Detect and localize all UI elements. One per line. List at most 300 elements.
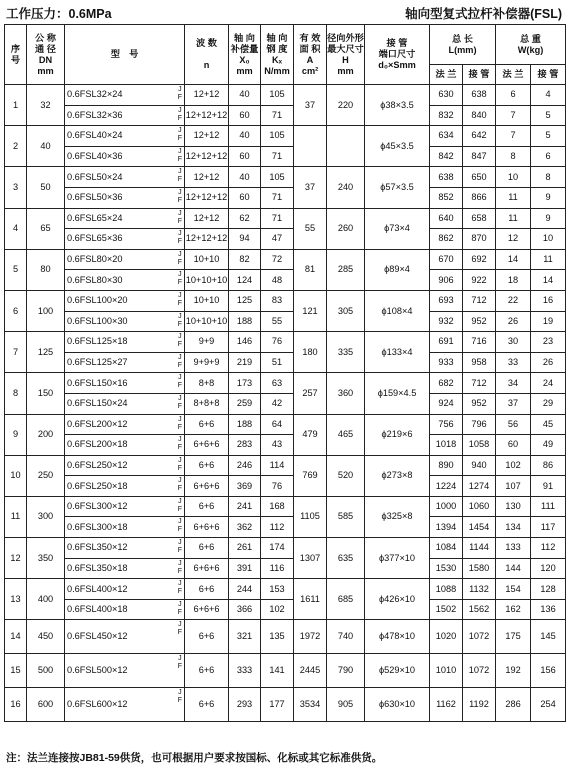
- displacement-cell: 246: [229, 455, 261, 476]
- table-row: [5, 352, 566, 373]
- length-flange-cell: 1162: [430, 688, 463, 722]
- model-text: 0.6FSL32×36: [67, 109, 123, 120]
- flange-mark: F: [177, 697, 182, 705]
- col-waves: 波 数 n: [185, 25, 229, 85]
- waves-cell: 12+12: [185, 85, 229, 106]
- weight-weld-cell: 5: [531, 105, 566, 126]
- stiffness-cell: 76: [261, 476, 294, 497]
- model-cell: [65, 620, 185, 654]
- waves-cell: 6+6: [185, 620, 229, 654]
- weight-weld-cell: 136: [531, 599, 566, 620]
- connection-type-mark: [178, 416, 182, 432]
- model-text: 0.6FSL125×18: [67, 336, 128, 347]
- model-cell: [65, 579, 185, 600]
- length-flange-cell: 890: [430, 455, 463, 476]
- col-radial-size: 径向外形 最大尺寸 H mm: [327, 25, 365, 85]
- weld-mark: J: [178, 106, 182, 114]
- seq-cell: 15: [5, 654, 27, 688]
- weld-mark: J: [178, 127, 182, 135]
- length-flange-cell: 691: [430, 332, 463, 353]
- radial-size-cell: 635: [327, 538, 365, 579]
- weight-weld-cell: 4: [531, 85, 566, 106]
- length-weld-cell: 712: [463, 373, 496, 394]
- pipe-end-cell: ϕ108×4: [365, 290, 430, 331]
- displacement-cell: 94: [229, 229, 261, 250]
- waves-cell: 9+9: [185, 332, 229, 353]
- length-weld-cell: 952: [463, 311, 496, 332]
- displacement-cell: 62: [229, 208, 261, 229]
- waves-cell: 6+6+6: [185, 517, 229, 538]
- weight-weld-cell: 45: [531, 414, 566, 435]
- waves-cell: 6+6: [185, 414, 229, 435]
- weight-weld-cell: 16: [531, 290, 566, 311]
- flange-mark: F: [177, 155, 182, 163]
- flange-mark: F: [177, 361, 182, 369]
- dn-cell: 50: [27, 167, 65, 208]
- connection-type-mark: [178, 655, 182, 671]
- length-flange-cell: 756: [430, 414, 463, 435]
- weight-weld-cell: 6: [531, 146, 566, 167]
- length-flange-cell: 682: [430, 373, 463, 394]
- flange-mark: F: [177, 176, 182, 184]
- displacement-cell: 333: [229, 654, 261, 688]
- model-cell: [65, 105, 185, 126]
- connection-type-mark: [178, 477, 182, 493]
- length-weld-cell: 1132: [463, 579, 496, 600]
- model-cell: [65, 414, 185, 435]
- table-row: [5, 620, 566, 654]
- length-flange-cell: 1394: [430, 517, 463, 538]
- waves-cell: 12+12: [185, 126, 229, 147]
- weight-weld-cell: 19: [531, 311, 566, 332]
- length-flange-cell: 1502: [430, 599, 463, 620]
- stiffness-cell: 102: [261, 599, 294, 620]
- weight-flange-cell: 133: [496, 538, 531, 559]
- area-cell: 1105: [294, 496, 327, 537]
- displacement-cell: 244: [229, 579, 261, 600]
- connection-type-mark: [178, 107, 182, 123]
- stiffness-cell: 141: [261, 654, 294, 688]
- displacement-cell: 40: [229, 126, 261, 147]
- model-text: 0.6FSL80×20: [67, 254, 123, 265]
- flange-mark: F: [177, 526, 182, 534]
- radial-size-cell: 740: [327, 620, 365, 654]
- displacement-cell: 366: [229, 599, 261, 620]
- table-row: [5, 496, 566, 517]
- model-cell: [65, 393, 185, 414]
- connection-type-mark: [178, 457, 182, 473]
- seq-cell: 10: [5, 455, 27, 496]
- area-cell: 479: [294, 414, 327, 455]
- flange-mark: F: [177, 341, 182, 349]
- table-row: [5, 167, 566, 188]
- pipe-end-cell: ϕ426×10: [365, 579, 430, 620]
- model-cell: [65, 187, 185, 208]
- length-weld-cell: 952: [463, 393, 496, 414]
- flange-mark: F: [177, 423, 182, 431]
- model-text: 0.6FSL125×27: [67, 357, 128, 368]
- table-row: [5, 579, 566, 600]
- flange-mark: F: [177, 663, 182, 671]
- seq-cell: 6: [5, 290, 27, 331]
- waves-cell: 12+12+12: [185, 105, 229, 126]
- flange-mark: F: [177, 567, 182, 575]
- weld-mark: J: [178, 456, 182, 464]
- stiffness-cell: 71: [261, 187, 294, 208]
- length-weld-cell: 796: [463, 414, 496, 435]
- table-row: [5, 229, 566, 250]
- waves-cell: 10+10: [185, 249, 229, 270]
- length-weld-cell: 1144: [463, 538, 496, 559]
- pipe-end-cell: ϕ73×4: [365, 208, 430, 249]
- table-row: [5, 126, 566, 147]
- weight-flange-cell: 26: [496, 311, 531, 332]
- stiffness-cell: 55: [261, 311, 294, 332]
- model-text: 0.6FSL100×30: [67, 315, 128, 326]
- area-cell: 1611: [294, 579, 327, 620]
- flange-mark: F: [177, 196, 182, 204]
- weight-flange-cell: 130: [496, 496, 531, 517]
- radial-size-cell: 465: [327, 414, 365, 455]
- seq-cell: 3: [5, 167, 27, 208]
- model-cell: [65, 476, 185, 497]
- model-cell: [65, 208, 185, 229]
- displacement-cell: 40: [229, 85, 261, 106]
- weight-flange-cell: 11: [496, 187, 531, 208]
- weight-flange-cell: 102: [496, 455, 531, 476]
- table-row: [5, 688, 566, 722]
- connection-type-mark: [178, 436, 182, 452]
- length-weld-cell: 1072: [463, 654, 496, 688]
- col-displacement: 轴 向 补偿量 X₀ mm: [229, 25, 261, 85]
- connection-type-mark: [178, 148, 182, 164]
- weight-flange-cell: 11: [496, 208, 531, 229]
- flange-mark: F: [177, 135, 182, 143]
- table-row: [5, 332, 566, 353]
- displacement-cell: 283: [229, 435, 261, 456]
- col-length-flange: 法 兰: [430, 65, 463, 85]
- flange-mark: F: [177, 547, 182, 555]
- displacement-cell: 60: [229, 105, 261, 126]
- length-flange-cell: 1018: [430, 435, 463, 456]
- weight-flange-cell: 12: [496, 229, 531, 250]
- connection-type-mark: [178, 374, 182, 390]
- weight-flange-cell: 14: [496, 249, 531, 270]
- footer-note: 注：法兰连接按JB81-59供货，也可根据用户要求按国标、化标或其它标准供货。: [6, 752, 383, 764]
- col-total-weight: 总 重 W(kg): [496, 25, 566, 65]
- col-length-weld: 接 管: [463, 65, 496, 85]
- model-cell: [65, 126, 185, 147]
- flange-mark: F: [177, 238, 182, 246]
- weight-weld-cell: 128: [531, 579, 566, 600]
- page-header: [4, 2, 566, 22]
- waves-cell: 12+12: [185, 167, 229, 188]
- length-flange-cell: 1224: [430, 476, 463, 497]
- model-cell: [65, 373, 185, 394]
- table-row: [5, 414, 566, 435]
- model-text: 0.6FSL150×24: [67, 398, 128, 409]
- weld-mark: J: [178, 271, 182, 279]
- weight-flange-cell: 60: [496, 435, 531, 456]
- displacement-cell: 321: [229, 620, 261, 654]
- length-weld-cell: 1192: [463, 688, 496, 722]
- area-cell: 81: [294, 249, 327, 290]
- pipe-end-cell: ϕ377×10: [365, 538, 430, 579]
- length-flange-cell: 638: [430, 167, 463, 188]
- col-pipe-end: 接 管 端口尺寸 d₀×Smm: [365, 25, 430, 85]
- length-weld-cell: 692: [463, 249, 496, 270]
- weld-mark: J: [178, 374, 182, 382]
- connection-type-mark: [178, 580, 182, 596]
- model-text: 0.6FSL200×12: [67, 418, 128, 429]
- model-text: 0.6FSL350×12: [67, 542, 128, 553]
- displacement-cell: 391: [229, 558, 261, 579]
- dn-cell: 200: [27, 414, 65, 455]
- table-row: [5, 208, 566, 229]
- model-cell: [65, 455, 185, 476]
- length-flange-cell: 1084: [430, 538, 463, 559]
- dn-cell: 32: [27, 85, 65, 126]
- weight-flange-cell: 192: [496, 654, 531, 688]
- stiffness-cell: 135: [261, 620, 294, 654]
- length-flange-cell: 670: [430, 249, 463, 270]
- area-cell: 1307: [294, 538, 327, 579]
- length-weld-cell: 638: [463, 85, 496, 106]
- radial-size-cell: 360: [327, 373, 365, 414]
- seq-cell: 16: [5, 688, 27, 722]
- weight-flange-cell: 37: [496, 393, 531, 414]
- waves-cell: 6+6+6: [185, 599, 229, 620]
- connection-type-mark: [178, 601, 182, 617]
- connection-type-mark: [178, 539, 182, 555]
- connection-type-mark: [178, 518, 182, 534]
- table-row: [5, 270, 566, 291]
- waves-cell: 8+8: [185, 373, 229, 394]
- seq-cell: 2: [5, 126, 27, 167]
- model-cell: [65, 538, 185, 559]
- col-stiffness: 轴 向 钢 度 Kₓ N/mm: [261, 25, 294, 85]
- model-text: 0.6FSL250×12: [67, 459, 128, 470]
- radial-size-cell: 905: [327, 688, 365, 722]
- seq-cell: 11: [5, 496, 27, 537]
- area-cell: 121: [294, 290, 327, 331]
- weld-mark: J: [178, 497, 182, 505]
- waves-cell: 6+6+6: [185, 476, 229, 497]
- weight-weld-cell: 91: [531, 476, 566, 497]
- area-cell: 769: [294, 455, 327, 496]
- length-flange-cell: 832: [430, 105, 463, 126]
- pipe-end-cell: ϕ219×6: [365, 414, 430, 455]
- length-flange-cell: 640: [430, 208, 463, 229]
- stiffness-cell: 114: [261, 455, 294, 476]
- pipe-end-cell: ϕ478×10: [365, 620, 430, 654]
- waves-cell: 6+6: [185, 496, 229, 517]
- table-header: [5, 25, 566, 85]
- seq-cell: 12: [5, 538, 27, 579]
- pipe-end-cell: ϕ38×3.5: [365, 85, 430, 126]
- connection-type-mark: [178, 168, 182, 184]
- seq-cell: 14: [5, 620, 27, 654]
- table-row: [5, 435, 566, 456]
- radial-size-cell: 335: [327, 332, 365, 373]
- connection-type-mark: [178, 127, 182, 143]
- connection-type-mark: [178, 621, 182, 637]
- displacement-cell: 124: [229, 270, 261, 291]
- length-weld-cell: 716: [463, 332, 496, 353]
- weight-weld-cell: 112: [531, 538, 566, 559]
- length-flange-cell: 933: [430, 352, 463, 373]
- weld-mark: J: [178, 689, 182, 697]
- stiffness-cell: 43: [261, 435, 294, 456]
- flange-mark: F: [177, 114, 182, 122]
- model-cell: [65, 290, 185, 311]
- connection-type-mark: [178, 251, 182, 267]
- weight-weld-cell: 156: [531, 654, 566, 688]
- flange-mark: F: [177, 485, 182, 493]
- weight-weld-cell: 254: [531, 688, 566, 722]
- model-text: 0.6FSL50×24: [67, 171, 123, 182]
- model-text: 0.6FSL100×20: [67, 295, 128, 306]
- model-text: 0.6FSL600×12: [67, 699, 128, 710]
- stiffness-cell: 174: [261, 538, 294, 559]
- length-weld-cell: 1580: [463, 558, 496, 579]
- table-row: [5, 373, 566, 394]
- displacement-cell: 60: [229, 187, 261, 208]
- seq-cell: 9: [5, 414, 27, 455]
- stiffness-cell: 51: [261, 352, 294, 373]
- waves-cell: 12+12: [185, 208, 229, 229]
- model-text: 0.6FSL65×36: [67, 233, 123, 244]
- dn-cell: 150: [27, 373, 65, 414]
- flange-mark: F: [177, 608, 182, 616]
- stiffness-cell: 83: [261, 290, 294, 311]
- area-cell: [294, 126, 327, 167]
- waves-cell: 12+12+12: [185, 146, 229, 167]
- model-text: 0.6FSL50×36: [67, 192, 123, 203]
- model-cell: [65, 146, 185, 167]
- stiffness-cell: 105: [261, 167, 294, 188]
- stiffness-cell: 105: [261, 85, 294, 106]
- length-flange-cell: 932: [430, 311, 463, 332]
- table-row: [5, 599, 566, 620]
- weight-weld-cell: 86: [531, 455, 566, 476]
- spec-table: [4, 24, 566, 722]
- model-cell: [65, 599, 185, 620]
- length-flange-cell: 630: [430, 85, 463, 106]
- displacement-cell: 261: [229, 538, 261, 559]
- connection-type-mark: [178, 498, 182, 514]
- table-row: [5, 311, 566, 332]
- model-cell: [65, 352, 185, 373]
- weld-mark: J: [178, 621, 182, 629]
- flange-mark: F: [177, 299, 182, 307]
- length-flange-cell: 906: [430, 270, 463, 291]
- weight-flange-cell: 144: [496, 558, 531, 579]
- weight-flange-cell: 30: [496, 332, 531, 353]
- weight-weld-cell: 9: [531, 187, 566, 208]
- waves-cell: 6+6: [185, 654, 229, 688]
- weight-flange-cell: 18: [496, 270, 531, 291]
- connection-type-mark: [178, 292, 182, 308]
- model-cell: [65, 688, 185, 722]
- weight-weld-cell: 120: [531, 558, 566, 579]
- weld-mark: J: [178, 539, 182, 547]
- length-weld-cell: 922: [463, 270, 496, 291]
- area-cell: 55: [294, 208, 327, 249]
- stiffness-cell: 105: [261, 126, 294, 147]
- weight-weld-cell: 117: [531, 517, 566, 538]
- weight-weld-cell: 24: [531, 373, 566, 394]
- waves-cell: 10+10+10: [185, 270, 229, 291]
- weight-flange-cell: 33: [496, 352, 531, 373]
- connection-type-mark: [178, 689, 182, 705]
- radial-size-cell: 220: [327, 85, 365, 126]
- seq-cell: 5: [5, 249, 27, 290]
- connection-type-mark: [178, 230, 182, 246]
- seq-cell: 7: [5, 332, 27, 373]
- pipe-end-cell: ϕ45×3.5: [365, 126, 430, 167]
- flange-mark: F: [177, 588, 182, 596]
- waves-cell: 12+12+12: [185, 229, 229, 250]
- displacement-cell: 241: [229, 496, 261, 517]
- weight-flange-cell: 6: [496, 85, 531, 106]
- model-cell: [65, 558, 185, 579]
- length-weld-cell: 1274: [463, 476, 496, 497]
- pipe-end-cell: ϕ529×10: [365, 654, 430, 688]
- radial-size-cell: 685: [327, 579, 365, 620]
- area-cell: 2445: [294, 654, 327, 688]
- pipe-end-cell: ϕ273×8: [365, 455, 430, 496]
- waves-cell: 6+6: [185, 579, 229, 600]
- model-text: 0.6FSL400×18: [67, 604, 128, 615]
- weld-mark: J: [178, 230, 182, 238]
- weld-mark: J: [178, 436, 182, 444]
- model-text: 0.6FSL65×24: [67, 212, 123, 223]
- stiffness-cell: 71: [261, 208, 294, 229]
- displacement-cell: 125: [229, 290, 261, 311]
- area-cell: 37: [294, 85, 327, 126]
- table-row: [5, 517, 566, 538]
- displacement-cell: 219: [229, 352, 261, 373]
- stiffness-cell: 42: [261, 393, 294, 414]
- radial-size-cell: 285: [327, 249, 365, 290]
- model-text: 0.6FSL400×12: [67, 583, 128, 594]
- flange-mark: F: [177, 258, 182, 266]
- waves-cell: 10+10+10: [185, 311, 229, 332]
- length-weld-cell: 1072: [463, 620, 496, 654]
- weight-flange-cell: 34: [496, 373, 531, 394]
- length-weld-cell: 840: [463, 105, 496, 126]
- model-text: 0.6FSL300×18: [67, 521, 128, 532]
- weight-flange-cell: 134: [496, 517, 531, 538]
- weight-flange-cell: 154: [496, 579, 531, 600]
- table-row: [5, 187, 566, 208]
- waves-cell: 6+6: [185, 538, 229, 559]
- weld-mark: J: [178, 415, 182, 423]
- table-row: [5, 146, 566, 167]
- table-row: [5, 538, 566, 559]
- waves-cell: 12+12+12: [185, 187, 229, 208]
- area-cell: 3534: [294, 688, 327, 722]
- table-row: [5, 558, 566, 579]
- model-text: 0.6FSL200×18: [67, 439, 128, 450]
- weld-mark: J: [178, 291, 182, 299]
- length-weld-cell: 1060: [463, 496, 496, 517]
- radial-size-cell: 260: [327, 208, 365, 249]
- length-weld-cell: 958: [463, 352, 496, 373]
- col-dn: 公 称 通 径 DN mm: [27, 25, 65, 85]
- waves-cell: 6+6+6: [185, 558, 229, 579]
